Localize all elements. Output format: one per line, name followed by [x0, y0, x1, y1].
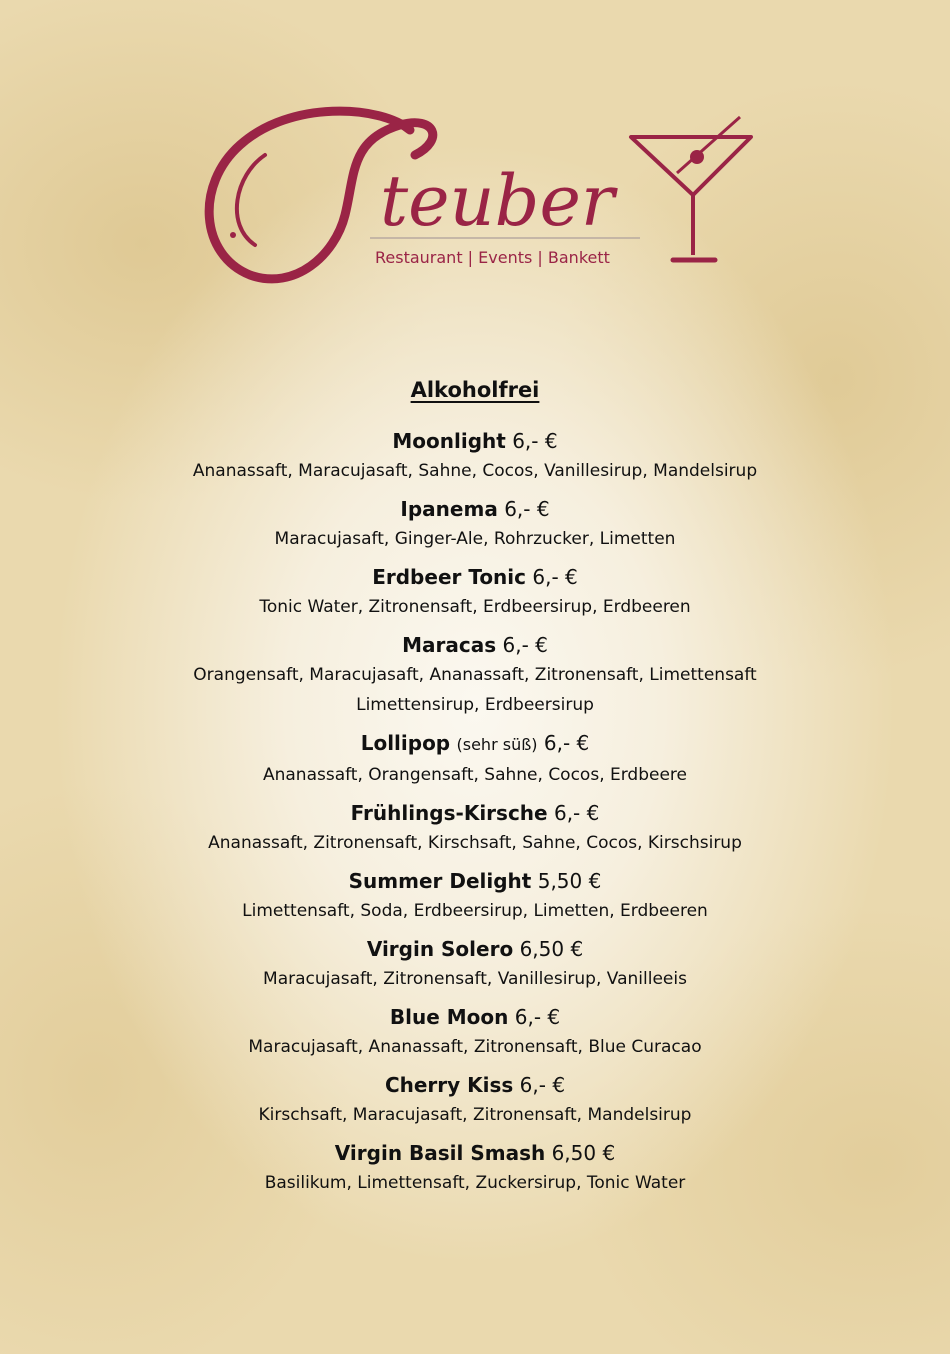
drink-ingredients: Ananassaft, Zitronensaft, Kirschsaft, Sahne, Cocos, Kirschsirup [208, 833, 742, 853]
drink-price: 6,- € [502, 633, 548, 657]
menu-item-header [0, 426, 950, 456]
drink-price: 6,- € [512, 429, 558, 453]
menu-item [0, 562, 950, 622]
brand-tagline: Restaurant | Events | Bankett [375, 248, 610, 267]
menu-item-header [0, 934, 950, 964]
menu-item [0, 728, 950, 790]
drink-name: Maracas [402, 633, 497, 657]
drink-ingredients: Basilikum, Limettensaft, Zuckersirup, Tonic Water [264, 1173, 686, 1193]
drink-name: Cherry Kiss [384, 1073, 514, 1097]
menu-item [0, 426, 950, 486]
drink-note: (sehr süß) [456, 735, 538, 754]
drink-price: 6,- € [519, 1073, 566, 1097]
menu-item [0, 934, 950, 994]
menu-item [0, 630, 950, 720]
drink-name: Frühlings-Kirsche [350, 801, 548, 825]
drink-ingredients: Tonic Water, Zitronensaft, Erdbeersirup, Erdbeeren [259, 597, 691, 617]
section-title: Alkoholfrei [410, 378, 540, 402]
menu-item-header [0, 562, 950, 592]
drink-name: Erdbeer Tonic [372, 565, 527, 589]
drink-ingredients: Ananassaft, Maracujasaft, Sahne, Cocos, Vanillesirup, Mandelsirup [192, 461, 758, 481]
drink-name: Ipanema [400, 497, 498, 521]
drink-price: 5,50 € [537, 869, 602, 893]
menu-item [0, 1002, 950, 1062]
drink-name: Summer Delight [348, 869, 532, 893]
drink-ingredients: Limettensaft, Soda, Erdbeersirup, Limetten, Erdbeeren [242, 901, 708, 921]
drink-ingredients: Ananassaft, Orangensaft, Sahne, Cocos, Erdbeere [262, 765, 688, 785]
drink-price: 6,50 € [519, 937, 584, 961]
brand-logo [195, 95, 765, 295]
drink-price: 6,- € [532, 565, 578, 589]
drink-price: 6,50 € [551, 1141, 616, 1165]
drink-price: 6,- € [553, 801, 600, 825]
menu-item [0, 1138, 950, 1198]
menu-item [0, 494, 950, 554]
menu-item-header [0, 1138, 950, 1168]
menu-item-header [0, 494, 950, 524]
drink-price: 6,- € [504, 497, 550, 521]
menu-item-header [0, 1070, 950, 1100]
menu-item-header [0, 1002, 950, 1032]
drink-name: Lollipop [360, 731, 451, 755]
drink-ingredients: Maracujasaft, Zitronensaft, Vanillesirup, Vanilleeis [263, 969, 687, 989]
drink-name: Virgin Solero [366, 937, 514, 961]
drink-price: 6,- € [514, 1005, 561, 1029]
drink-name: Virgin Basil Smash [334, 1141, 546, 1165]
menu-item-header [0, 866, 950, 896]
drink-ingredients: Limettensirup, Erdbeersirup [356, 695, 594, 715]
svg-text:teuber: teuber [380, 160, 615, 242]
drinks-menu [0, 372, 950, 1206]
drink-name: Blue Moon [389, 1005, 509, 1029]
menu-item [0, 1070, 950, 1130]
drink-price: 6,- € [543, 731, 590, 755]
menu-item-header [0, 728, 950, 760]
drink-list [0, 426, 950, 1198]
menu-item-header [0, 630, 950, 660]
menu-item-header [0, 798, 950, 828]
drink-ingredients: Maracujasaft, Ginger-Ale, Rohrzucker, Limetten [274, 529, 676, 549]
drink-ingredients: Orangensaft, Maracujasaft, Ananassaft, Zitronensaft, Limettensaft [193, 665, 757, 685]
drink-ingredients: Maracujasaft, Ananassaft, Zitronensaft, Blue Curacao [248, 1037, 702, 1057]
menu-item [0, 866, 950, 926]
drink-ingredients: Kirschsaft, Maracujasaft, Zitronensaft, Mandelsirup [258, 1105, 692, 1125]
drink-name: Moonlight [392, 429, 506, 453]
menu-item [0, 798, 950, 858]
